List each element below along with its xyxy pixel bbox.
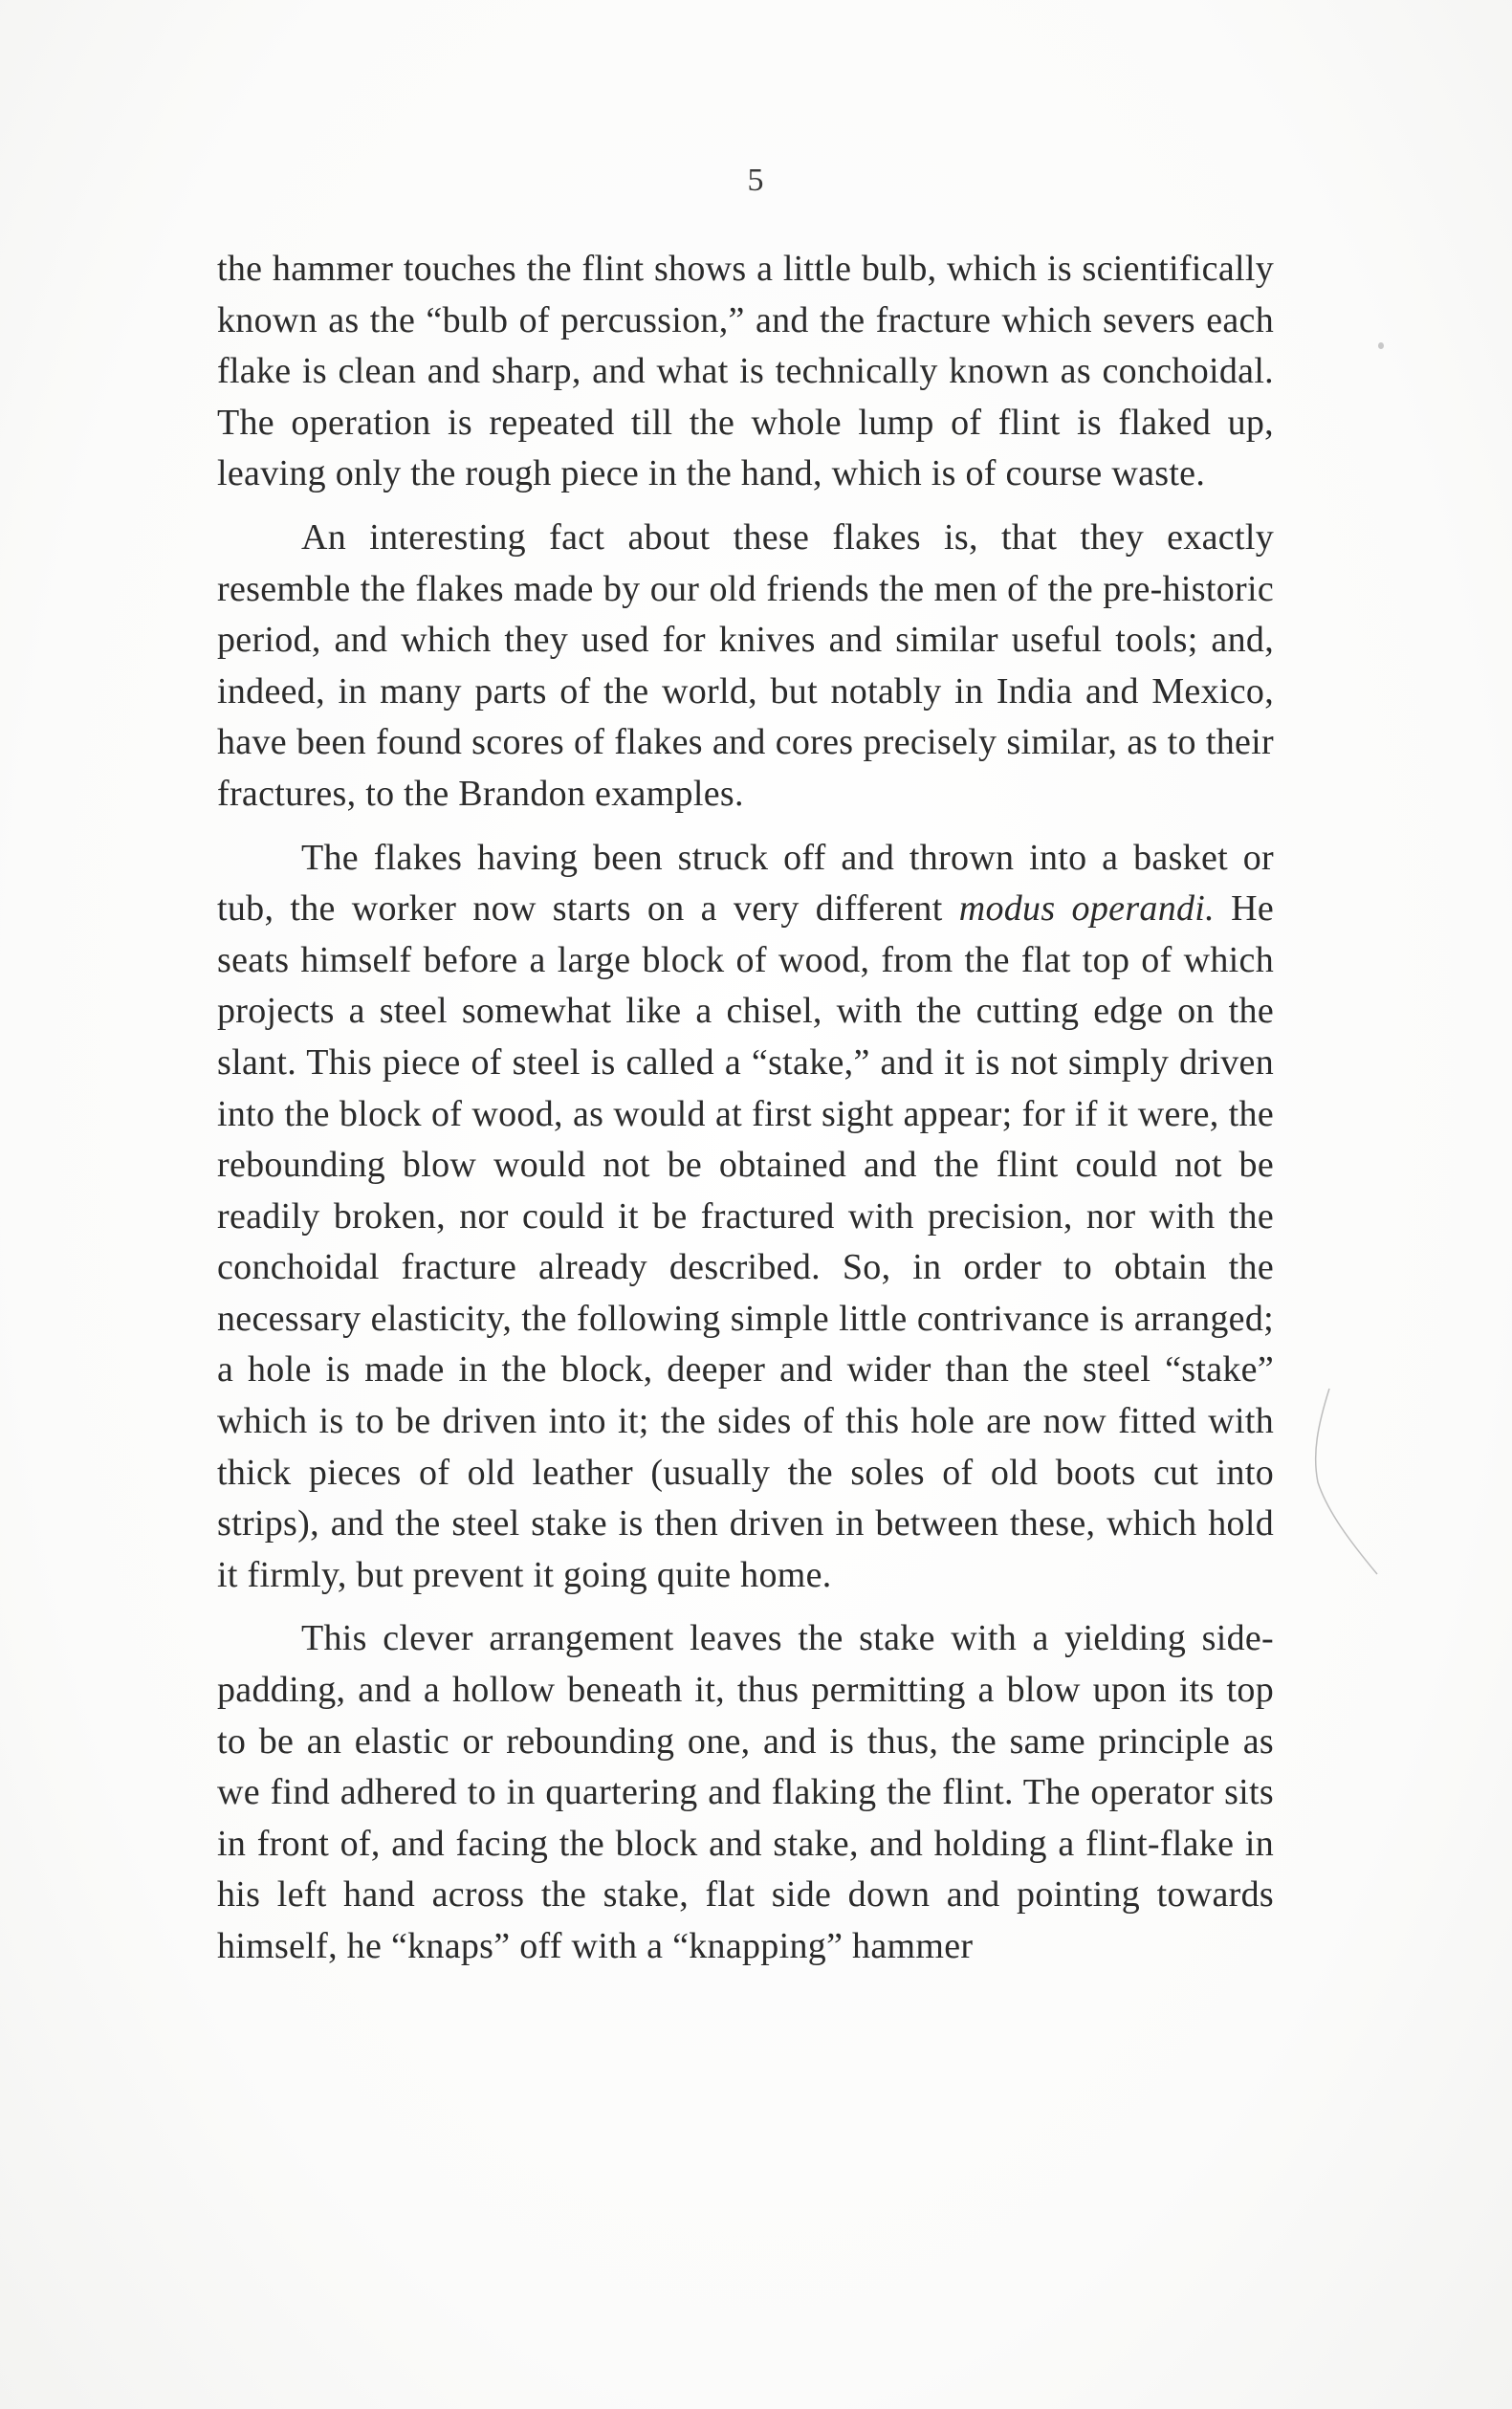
stake-text-rest: He seats himself before a large block of wood, from the flat top of which projects a steel somewhat like a chisel, with the cutting edge on the slant. This piece of steel is called a “stake,” and it is not simply driven into the block of wood, as would at first sight appear; for if it were, the rebounding blow would not be obtained and the flint could not be readily broken, nor could it be fractured with precision, nor with the conchoidal fracture already described. So, in order to obtain the necessary elasticity, the following simple little contrivance is arranged; a hole is made in the block, deeper and wider than the steel “stake” which is to be driven into it; the sides of this hole are now fitted with thick pieces of old leather (usually the soles of old boots cut into strips), and the steel stake is then driven in between these, which hold it firmly, but prevent it going quite home. bbox=[217, 888, 1274, 1595]
stake-text-start: The flakes having been struck off and thrown into a basket or tub, the worker now starts on a very different bbox=[217, 837, 1274, 930]
paragraph-flakes-resemblance: An interesting fact about these flakes is, that they exactly resemble the flakes made by our old friends the men of the pre-historic period, and which they used for knives and similar useful tools; and, indeed, in many parts of the world, but notably in India and Mexico, have been found scores of flakes and cores precisely similar, as to their fractures, to the Brandon examples. bbox=[217, 516, 1274, 814]
paper-speck bbox=[1378, 342, 1384, 349]
paper-crease-mark bbox=[1310, 1387, 1387, 1578]
body-text bbox=[217, 244, 1274, 1973]
page-number: 5 bbox=[747, 163, 765, 198]
paragraph-stake-description bbox=[217, 833, 1274, 1602]
modus-operandi-italic: modus operandi. bbox=[958, 888, 1215, 930]
paragraph-clever-arrangement: This clever arrangement leaves the stake with a yielding side-padding, and a hollow beneath it, thus permitting a blow upon its top to be an elastic or rebounding one, and is thus, the same principle as we find adhered to in quartering and flaking the flint. The operator sits in front of, and facing the block and stake, and holding a flint-flake in his left hand across the stake, flat side down and pointing towards himself, he “knaps” off with a “knapping” hammer bbox=[217, 1618, 1274, 1966]
paragraph-continuation: the hammer touches the flint shows a little bulb, which is scientifically known as the “bulb of percussion,” and the fracture which severs each flake is clean and sharp, and what is technically known as conchoidal. The operation is repeated till the whole lump of flint is flaked up, leaving only the rough piece in the hand, which is of course waste. bbox=[217, 249, 1274, 494]
